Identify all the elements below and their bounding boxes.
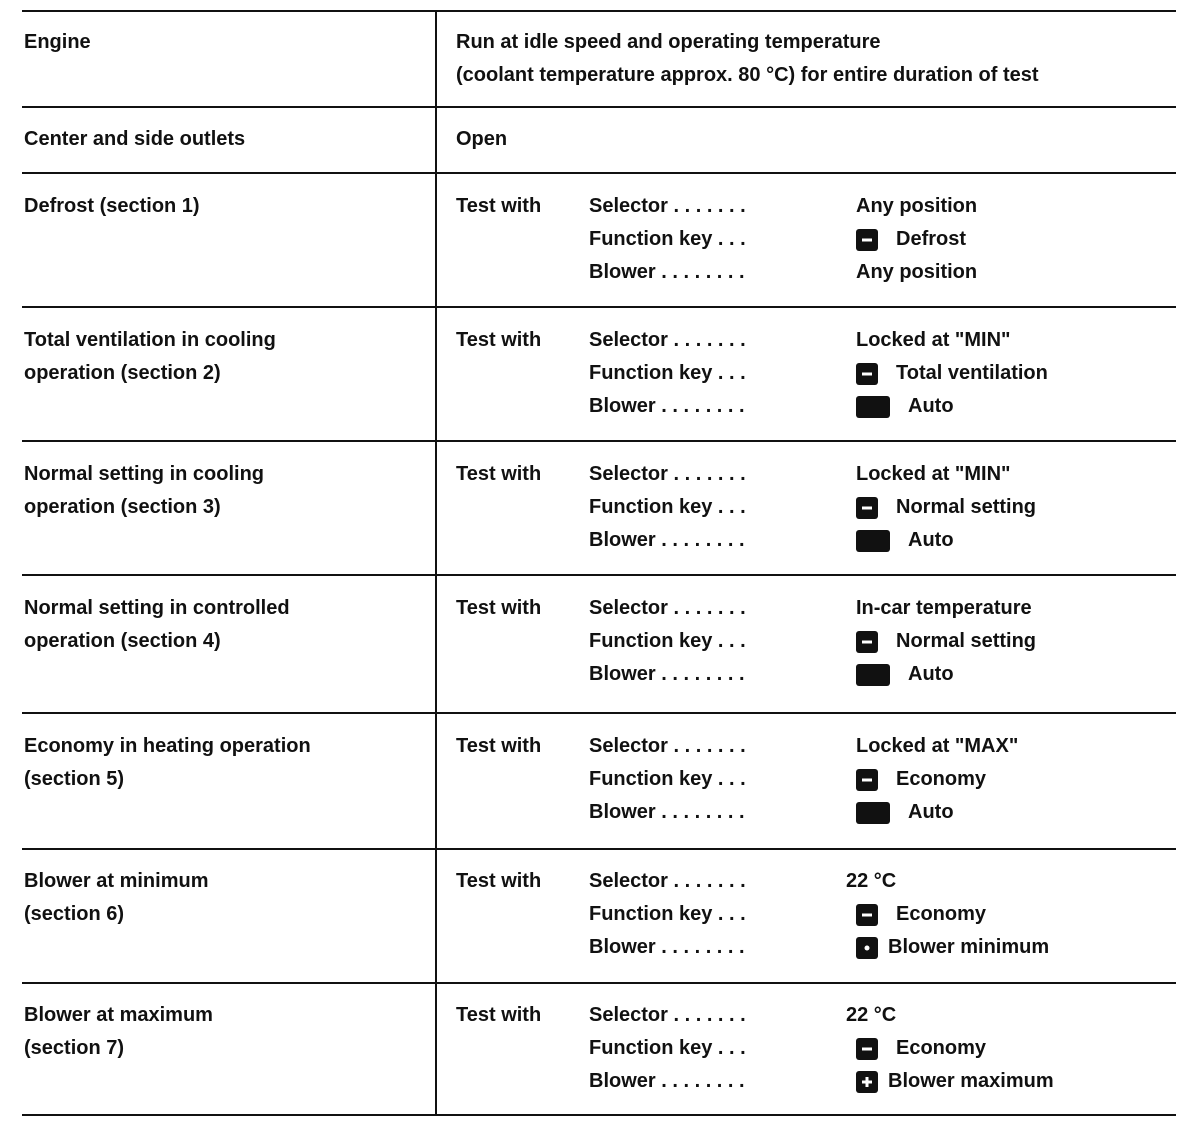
rule xyxy=(22,172,1176,174)
blower-auto-key-icon xyxy=(856,802,890,824)
function-value xyxy=(856,491,1036,524)
function-value-text: Defrost xyxy=(896,228,967,250)
selector-value: 22 °C xyxy=(846,1004,897,1026)
section-name-line1: Normal setting in cooling xyxy=(24,463,265,485)
selector-label: Selector . . . . . . . xyxy=(589,195,746,217)
outlets-value: Open xyxy=(456,128,508,150)
section-name-line2: operation (section 2) xyxy=(24,362,221,384)
function-value xyxy=(856,898,986,931)
rule-top xyxy=(22,10,1176,12)
test-with-label: Test with xyxy=(456,463,542,485)
function-value-text: Economy xyxy=(896,1037,987,1059)
selector-value: Any position xyxy=(856,195,978,217)
total-ventilation-key-icon xyxy=(856,363,878,385)
blower-value-text: Auto xyxy=(908,801,954,823)
function-value-text: Normal setting xyxy=(896,496,1037,518)
function-key-label: Function key . . . xyxy=(589,362,746,384)
section-name-line1: Economy in heating operation xyxy=(24,735,311,757)
blower-auto-key-icon xyxy=(856,664,890,686)
blower-value: Any position xyxy=(856,261,978,283)
blower-maximum-key-icon xyxy=(856,1071,878,1093)
defrost-key-icon xyxy=(856,229,878,251)
rule xyxy=(22,440,1176,442)
function-key-label: Function key . . . xyxy=(589,903,746,925)
selector-label: Selector . . . . . . . xyxy=(589,597,746,619)
rule xyxy=(22,712,1176,714)
selector-label: Selector . . . . . . . xyxy=(589,1004,746,1026)
blower-label: Blower . . . . . . . . xyxy=(589,395,745,417)
function-key-label: Function key . . . xyxy=(589,1037,746,1059)
selector-label: Selector . . . . . . . xyxy=(589,870,746,892)
blower-label: Blower . . . . . . . . xyxy=(589,663,745,685)
section-name-line2: operation (section 3) xyxy=(24,496,221,518)
economy-key-icon xyxy=(856,904,878,926)
blower-value-text: Auto xyxy=(908,663,954,685)
blower-label: Blower . . . . . . . . xyxy=(589,529,745,551)
function-key-label: Function key . . . xyxy=(589,768,746,790)
blower-value xyxy=(856,524,954,557)
engine-value-line1: Run at idle speed and operating temperature xyxy=(456,31,881,53)
rule xyxy=(22,106,1176,108)
function-key-label: Function key . . . xyxy=(589,228,746,250)
test-with-label: Test with xyxy=(456,870,542,892)
function-value xyxy=(856,357,1048,390)
rule xyxy=(22,848,1176,850)
function-value-text: Total ventilation xyxy=(896,362,1048,384)
rule xyxy=(22,574,1176,576)
test-with-label: Test with xyxy=(456,1004,542,1026)
blower-auto-key-icon xyxy=(856,530,890,552)
function-value-text: Economy xyxy=(896,903,987,925)
section-name-line2: (section 7) xyxy=(24,1037,125,1059)
economy-key-icon xyxy=(856,1038,878,1060)
section-name-line1: Normal setting in controlled xyxy=(24,597,290,619)
blower-value xyxy=(856,390,954,423)
section-name-line2: (section 6) xyxy=(24,903,125,925)
test-with-label: Test with xyxy=(456,735,542,757)
blower-value xyxy=(856,1065,1054,1098)
blower-value xyxy=(856,796,954,829)
column-divider xyxy=(435,10,437,1115)
selector-value: 22 °C xyxy=(846,870,897,892)
function-value-text: Normal setting xyxy=(896,630,1037,652)
rule xyxy=(22,982,1176,984)
selector-label: Selector . . . . . . . xyxy=(589,463,746,485)
blower-label: Blower . . . . . . . . xyxy=(589,801,745,823)
selector-value: In-car temperature xyxy=(856,597,1032,619)
blower-auto-key-icon xyxy=(856,396,890,418)
blower-value-text: Blower maximum xyxy=(888,1070,1054,1092)
rule xyxy=(22,306,1176,308)
test-with-label: Test with xyxy=(456,597,542,619)
selector-label: Selector . . . . . . . xyxy=(589,329,746,351)
rule-bottom xyxy=(22,1114,1176,1116)
function-key-label: Function key . . . xyxy=(589,630,746,652)
engine-label: Engine xyxy=(24,31,91,53)
outlets-label: Center and side outlets xyxy=(24,128,246,150)
section-name-line1: Blower at minimum xyxy=(24,870,209,892)
blower-value-text: Auto xyxy=(908,529,954,551)
section-name-line2: operation (section 4) xyxy=(24,630,221,652)
normal-setting-key-icon xyxy=(856,497,878,519)
section-name-line1: Blower at maximum xyxy=(24,1004,213,1026)
function-value xyxy=(856,763,986,796)
section-name-line1: Defrost (section 1) xyxy=(24,195,200,217)
blower-value xyxy=(856,658,954,691)
selector-label: Selector . . . . . . . xyxy=(589,735,746,757)
selector-value: Locked at "MIN" xyxy=(856,329,1011,351)
blower-label: Blower . . . . . . . . xyxy=(589,936,745,958)
normal-setting-key-icon xyxy=(856,631,878,653)
function-value xyxy=(856,223,966,256)
test-with-label: Test with xyxy=(456,195,542,217)
blower-minimum-key-icon xyxy=(856,937,878,959)
selector-value: Locked at "MAX" xyxy=(856,735,1019,757)
function-key-label: Function key . . . xyxy=(589,496,746,518)
function-value xyxy=(856,1032,986,1065)
blower-label: Blower . . . . . . . . xyxy=(589,261,745,283)
test-with-label: Test with xyxy=(456,329,542,351)
function-value-text: Economy xyxy=(896,768,987,790)
blower-value-text: Auto xyxy=(908,395,954,417)
engine-value-line2: (coolant temperature approx. 80 °C) for entire duration of test xyxy=(456,64,1039,86)
blower-value xyxy=(856,931,1049,964)
section-name-line1: Total ventilation in cooling xyxy=(24,329,276,351)
blower-value-text: Blower minimum xyxy=(888,936,1050,958)
economy-key-icon xyxy=(856,769,878,791)
blower-label: Blower . . . . . . . . xyxy=(589,1070,745,1092)
section-name-line2: (section 5) xyxy=(24,768,125,790)
selector-value: Locked at "MIN" xyxy=(856,463,1011,485)
function-value xyxy=(856,625,1036,658)
